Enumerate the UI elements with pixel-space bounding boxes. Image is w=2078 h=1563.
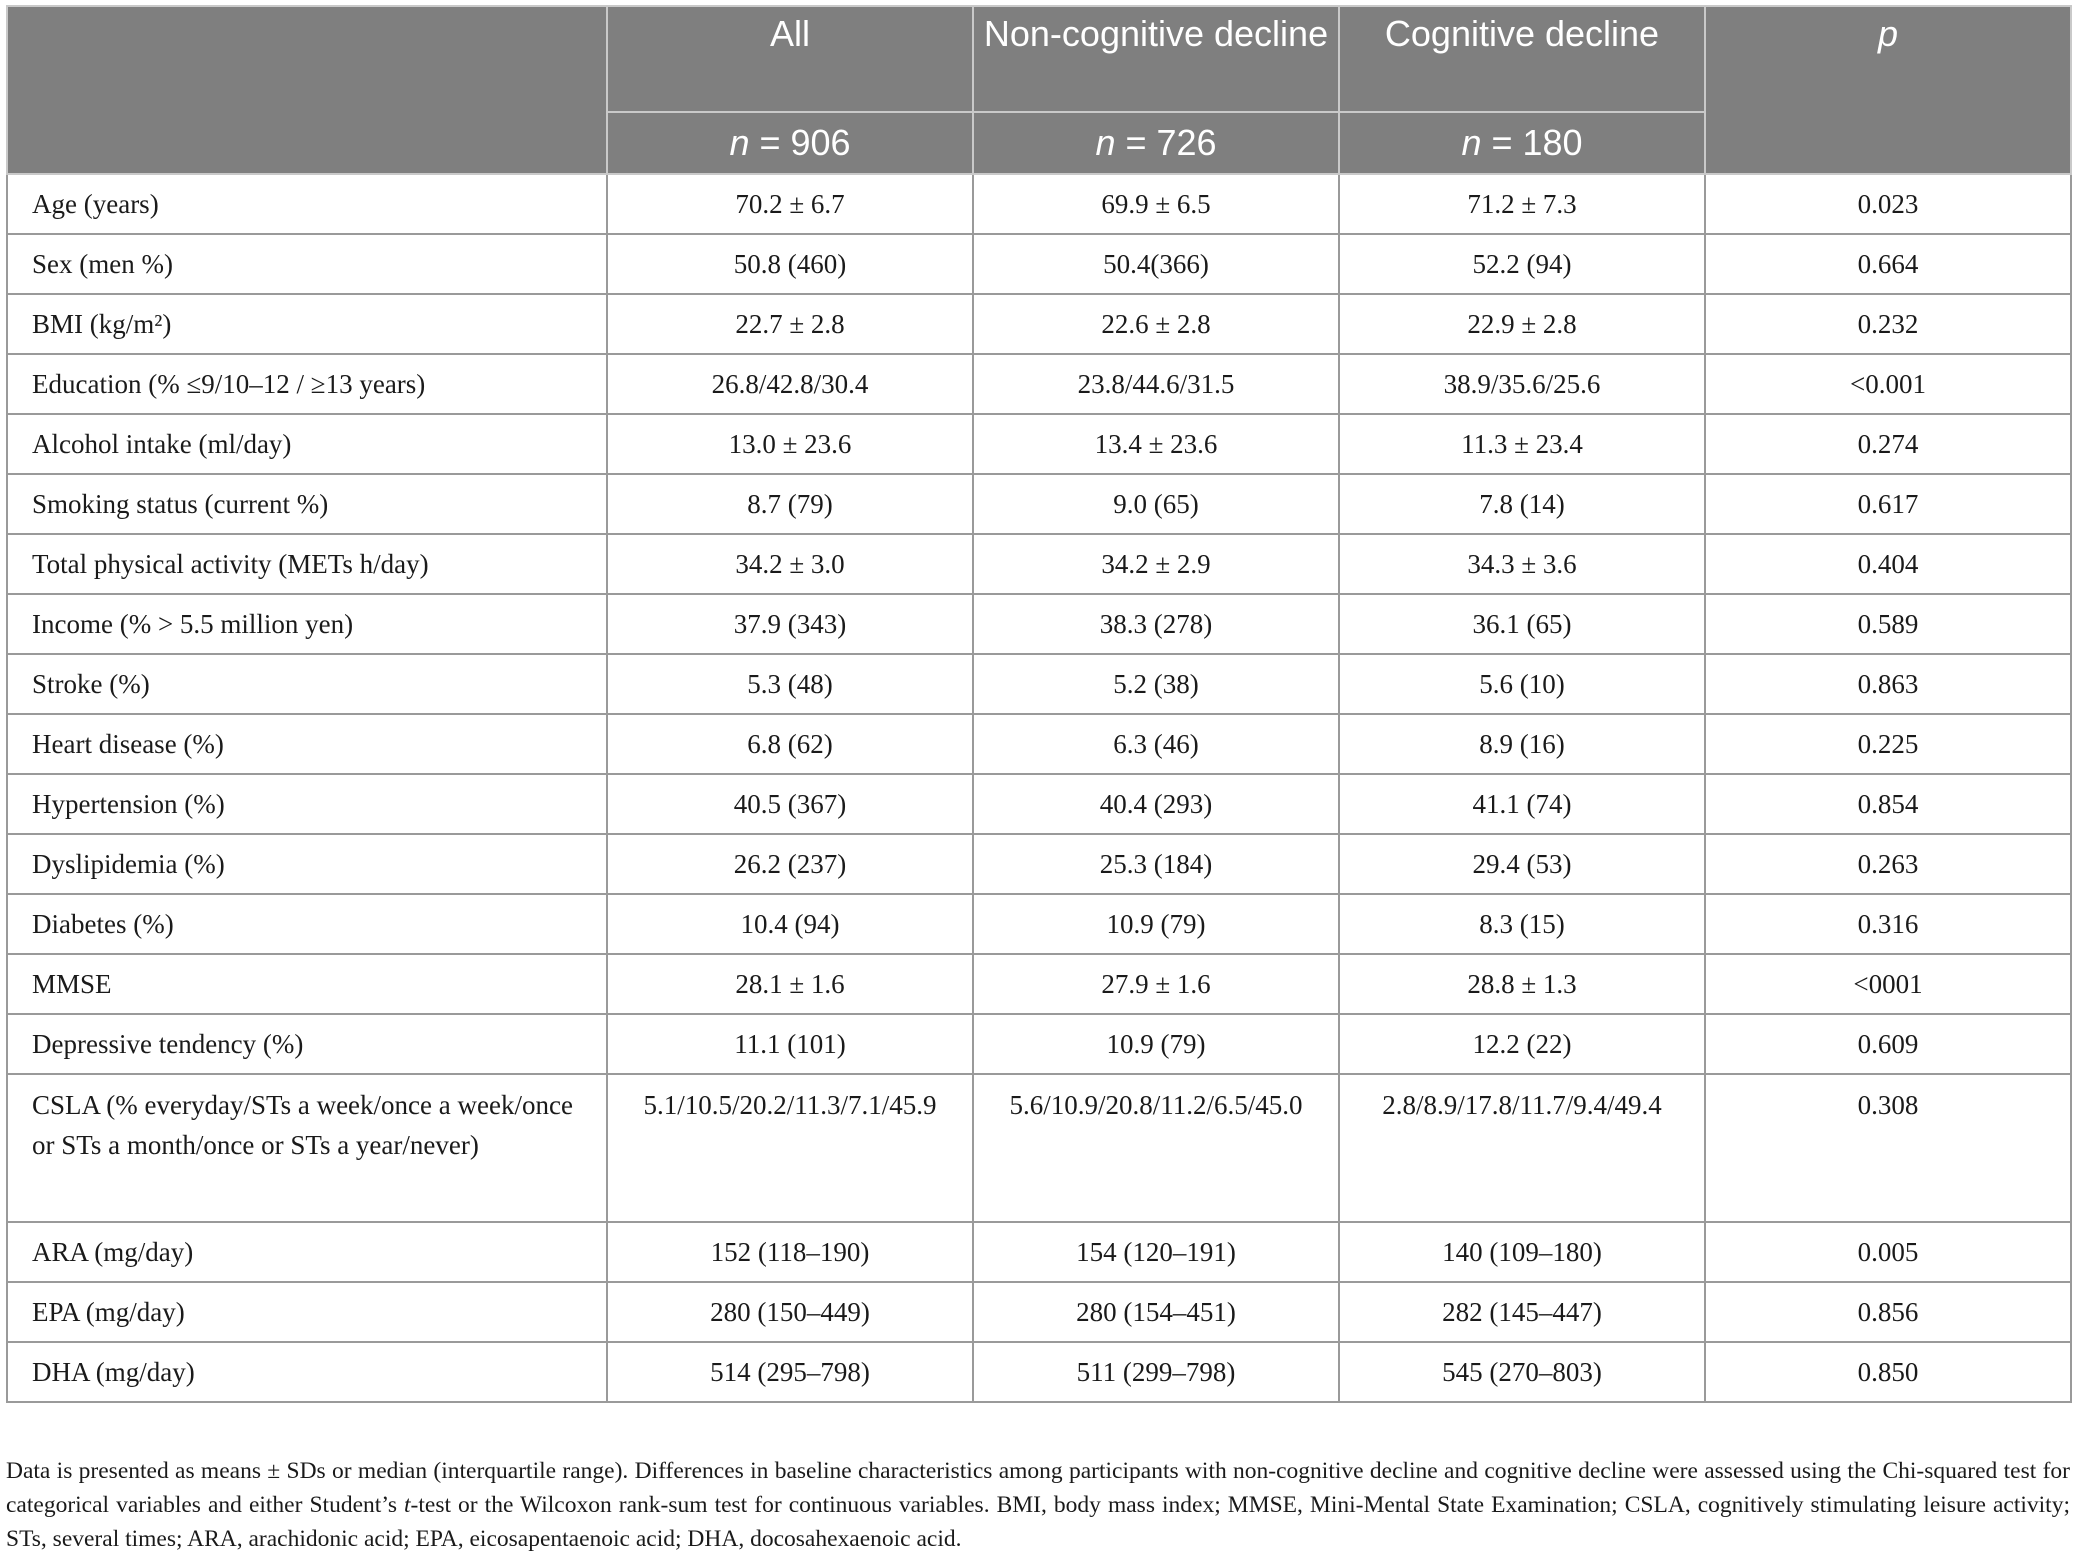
row-label: Stroke (%) (7, 654, 607, 714)
row-label: DHA (mg/day) (7, 1342, 607, 1402)
cell-all: 5.3 (48) (607, 654, 973, 714)
cell-all: 11.1 (101) (607, 1014, 973, 1074)
cell-cognitive: 545 (270–803) (1339, 1342, 1705, 1402)
row-label: Smoking status (current %) (7, 474, 607, 534)
table-footnote (6, 1454, 2070, 1556)
row-label: ARA (mg/day) (7, 1222, 607, 1282)
cell-all: 70.2 ± 6.7 (607, 174, 973, 234)
cell-all: 8.7 (79) (607, 474, 973, 534)
cell-all: 34.2 ± 3.0 (607, 534, 973, 594)
row-label: Hypertension (%) (7, 774, 607, 834)
table-row (7, 1282, 2071, 1342)
header-n-non-cognitive (973, 112, 1339, 174)
row-label: Sex (men %) (7, 234, 607, 294)
cell-p-value: 0.609 (1705, 1014, 2071, 1074)
cell-all: 26.8/42.8/30.4 (607, 354, 973, 414)
cell-non-cognitive: 10.9 (79) (973, 1014, 1339, 1074)
cell-p-value: 0.023 (1705, 174, 2071, 234)
header-non-cognitive-decline: Non-cognitive decline (973, 6, 1339, 112)
table-row (7, 954, 2071, 1014)
cell-non-cognitive: 23.8/44.6/31.5 (973, 354, 1339, 414)
table-row (7, 1342, 2071, 1402)
cell-non-cognitive: 280 (154–451) (973, 1282, 1339, 1342)
cell-non-cognitive: 69.9 ± 6.5 (973, 174, 1339, 234)
row-label: Dyslipidemia (%) (7, 834, 607, 894)
table-row (7, 714, 2071, 774)
cell-non-cognitive: 22.6 ± 2.8 (973, 294, 1339, 354)
table-row (7, 354, 2071, 414)
header-blank-cell (7, 6, 607, 174)
cell-all: 26.2 (237) (607, 834, 973, 894)
row-label: Education (% ≤9/10–12 / ≥13 years) (7, 354, 607, 414)
n-cog-text: n = 180 (1461, 122, 1583, 163)
cell-cognitive: 8.9 (16) (1339, 714, 1705, 774)
row-label: Diabetes (%) (7, 894, 607, 954)
cell-cognitive: 36.1 (65) (1339, 594, 1705, 654)
table-row (7, 234, 2071, 294)
footnote-part1: Data is presented as means ± SDs or median (interquartile range). Differences in baseline characteristics among participants with non-cognitive decline and cognitive decline were assessed using the Chi-squared test for categorical variables and either Student’s (6, 1458, 2070, 1518)
cell-non-cognitive: 9.0 (65) (973, 474, 1339, 534)
cell-p-value: 0.850 (1705, 1342, 2071, 1402)
cell-cognitive: 12.2 (22) (1339, 1014, 1705, 1074)
row-label: Age (years) (7, 174, 607, 234)
cell-all: 6.8 (62) (607, 714, 973, 774)
cell-all: 40.5 (367) (607, 774, 973, 834)
cell-non-cognitive: 5.6/10.9/20.8/11.2/6.5/45.0 (973, 1074, 1339, 1222)
table-row (7, 774, 2071, 834)
header-p-text: p (1877, 13, 1899, 54)
cell-cognitive: 71.2 ± 7.3 (1339, 174, 1705, 234)
header-p-value (1705, 6, 2071, 174)
cell-non-cognitive: 27.9 ± 1.6 (973, 954, 1339, 1014)
table-body (7, 174, 2071, 1402)
row-label: Heart disease (%) (7, 714, 607, 774)
cell-cognitive: 38.9/35.6/25.6 (1339, 354, 1705, 414)
cell-p-value: 0.274 (1705, 414, 2071, 474)
table-row (7, 294, 2071, 354)
table-row (7, 834, 2071, 894)
table-header (7, 6, 2071, 174)
cell-cognitive: 2.8/8.9/17.8/11.7/9.4/49.4 (1339, 1074, 1705, 1222)
header-cognitive-decline: Cognitive decline (1339, 6, 1705, 112)
cell-cognitive: 34.3 ± 3.6 (1339, 534, 1705, 594)
table-row (7, 474, 2071, 534)
cell-non-cognitive: 511 (299–798) (973, 1342, 1339, 1402)
header-n-all (607, 112, 973, 174)
cell-non-cognitive: 34.2 ± 2.9 (973, 534, 1339, 594)
cell-p-value: 0.404 (1705, 534, 2071, 594)
cell-cognitive: 11.3 ± 23.4 (1339, 414, 1705, 474)
cell-non-cognitive: 13.4 ± 23.6 (973, 414, 1339, 474)
cell-cognitive: 8.3 (15) (1339, 894, 1705, 954)
header-n-cognitive (1339, 112, 1705, 174)
cell-p-value: <0001 (1705, 954, 2071, 1014)
row-label: BMI (kg/m²) (7, 294, 607, 354)
cell-non-cognitive: 38.3 (278) (973, 594, 1339, 654)
cell-p-value: 0.005 (1705, 1222, 2071, 1282)
row-label: CSLA (% everyday/STs a week/once a week/once or STs a month/once or STs a year/never) (7, 1074, 607, 1222)
cell-p-value: 0.863 (1705, 654, 2071, 714)
row-label: Income (% > 5.5 million yen) (7, 594, 607, 654)
table-row (7, 894, 2071, 954)
row-label: Total physical activity (METs h/day) (7, 534, 607, 594)
cell-non-cognitive: 5.2 (38) (973, 654, 1339, 714)
cell-non-cognitive: 40.4 (293) (973, 774, 1339, 834)
cell-all: 22.7 ± 2.8 (607, 294, 973, 354)
n-noncog-text: n = 726 (1095, 122, 1217, 163)
table-row (7, 1074, 2071, 1222)
cell-all: 514 (295–798) (607, 1342, 973, 1402)
cell-all: 13.0 ± 23.6 (607, 414, 973, 474)
table-row (7, 414, 2071, 474)
characteristics-table-container (6, 5, 2070, 1403)
cell-cognitive: 41.1 (74) (1339, 774, 1705, 834)
row-label: EPA (mg/day) (7, 1282, 607, 1342)
cell-p-value: 0.232 (1705, 294, 2071, 354)
table-row (7, 1222, 2071, 1282)
cell-p-value: <0.001 (1705, 354, 2071, 414)
cell-cognitive: 7.8 (14) (1339, 474, 1705, 534)
table-row (7, 1014, 2071, 1074)
table-row (7, 174, 2071, 234)
cell-p-value: 0.664 (1705, 234, 2071, 294)
cell-p-value: 0.589 (1705, 594, 2071, 654)
cell-cognitive: 52.2 (94) (1339, 234, 1705, 294)
cell-all: 280 (150–449) (607, 1282, 973, 1342)
cell-all: 37.9 (343) (607, 594, 973, 654)
cell-non-cognitive: 50.4(366) (973, 234, 1339, 294)
cell-p-value: 0.225 (1705, 714, 2071, 774)
cell-p-value: 0.316 (1705, 894, 2071, 954)
cell-cognitive: 5.6 (10) (1339, 654, 1705, 714)
table-row (7, 654, 2071, 714)
cell-cognitive: 22.9 ± 2.8 (1339, 294, 1705, 354)
cell-p-value: 0.263 (1705, 834, 2071, 894)
n-all-text: n = 906 (729, 122, 851, 163)
cell-p-value: 0.617 (1705, 474, 2071, 534)
cell-non-cognitive: 25.3 (184) (973, 834, 1339, 894)
cell-all: 28.1 ± 1.6 (607, 954, 973, 1014)
cell-all: 50.8 (460) (607, 234, 973, 294)
characteristics-table (6, 5, 2072, 1403)
row-label: Depressive tendency (%) (7, 1014, 607, 1074)
cell-non-cognitive: 154 (120–191) (973, 1222, 1339, 1282)
cell-all: 10.4 (94) (607, 894, 973, 954)
cell-p-value: 0.856 (1705, 1282, 2071, 1342)
cell-p-value: 0.854 (1705, 774, 2071, 834)
cell-p-value: 0.308 (1705, 1074, 2071, 1222)
table-row (7, 594, 2071, 654)
row-label: MMSE (7, 954, 607, 1014)
cell-cognitive: 28.8 ± 1.3 (1339, 954, 1705, 1014)
header-all: All (607, 6, 973, 112)
cell-non-cognitive: 6.3 (46) (973, 714, 1339, 774)
cell-non-cognitive: 10.9 (79) (973, 894, 1339, 954)
cell-cognitive: 29.4 (53) (1339, 834, 1705, 894)
footnote-t-italic: t (404, 1492, 411, 1518)
footnote-part2: -test or the Wilcoxon rank-sum test for continuous variables. BMI, body mass index; MMSE, Mini-Mental State Examination; CSLA, cognitively stimulating leisure activity; STs, several times; ARA, arachidonic acid; EPA, eicosapentaenoic acid; DHA, docosahexaenoic acid. (6, 1492, 2070, 1552)
cell-cognitive: 282 (145–447) (1339, 1282, 1705, 1342)
cell-all: 152 (118–190) (607, 1222, 973, 1282)
table-row (7, 534, 2071, 594)
cell-all: 5.1/10.5/20.2/11.3/7.1/45.9 (607, 1074, 973, 1222)
cell-cognitive: 140 (109–180) (1339, 1222, 1705, 1282)
row-label: Alcohol intake (ml/day) (7, 414, 607, 474)
